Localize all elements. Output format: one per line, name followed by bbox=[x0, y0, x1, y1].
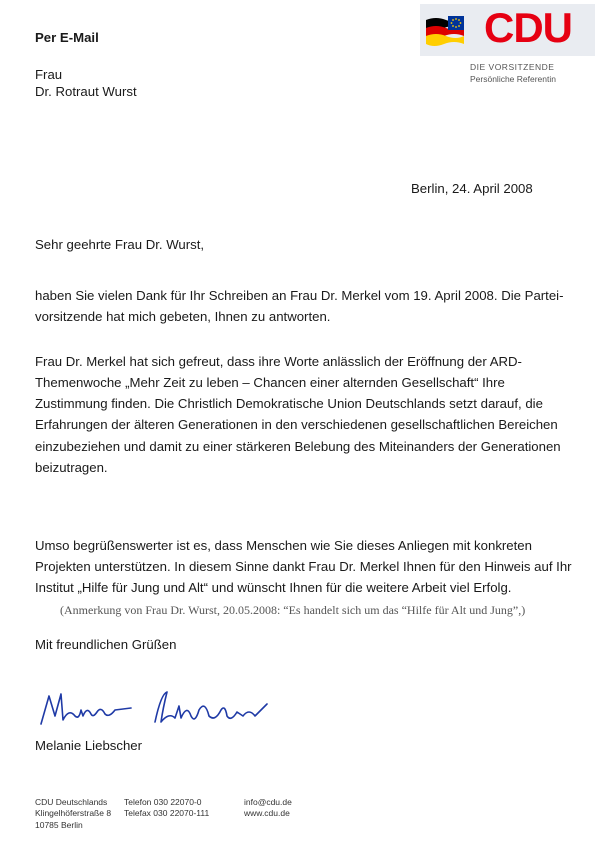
footer-email-link[interactable]: info@cdu.de bbox=[244, 797, 292, 807]
footer-org-name: CDU Deutschlands bbox=[35, 797, 108, 807]
footer-contact-block bbox=[244, 797, 292, 820]
delivery-method: Per E-Mail bbox=[35, 30, 99, 45]
role-line: Persönliche Referentin bbox=[470, 74, 556, 84]
annotation-note: (Anmerkung von Frau Dr. Wurst, 20.05.2008: “Es handelt sich um das “Hilfe für Alt und Jung”,) bbox=[60, 603, 526, 617]
cdu-logo-text: CDU bbox=[484, 4, 572, 51]
german-eu-flag-icon bbox=[424, 14, 464, 46]
footer-city: 10785 Berlin bbox=[35, 819, 83, 830]
footer-phone-block bbox=[124, 797, 209, 820]
footer-address bbox=[35, 797, 111, 831]
footer-street: Klingelhöferstraße 8 bbox=[35, 808, 112, 819]
footer-fax: Telefax 030 22070-111 bbox=[124, 808, 210, 819]
footer-web-link[interactable]: www.cdu.de bbox=[244, 808, 290, 819]
department-line: DIE VORSITZENDE bbox=[470, 62, 555, 72]
body-paragraph-1: haben Sie vielen Dank für Ihr Schreiben an Frau Dr. Merkel vom 19. April 2008. Die Partei-vorsitzende hat mich gebeten, Ihnen zu antworten. bbox=[35, 288, 564, 325]
footer-phone: Telefon 030 22070-0 bbox=[124, 797, 202, 807]
signer-name: Melanie Liebscher bbox=[35, 738, 143, 753]
salutation: Sehr geehrte Frau Dr. Wurst, bbox=[35, 237, 205, 252]
recipient-name: Dr. Rotraut Wurst bbox=[35, 84, 137, 99]
closing-phrase: Mit freundlichen Grüßen bbox=[35, 637, 177, 652]
recipient-title: Frau bbox=[35, 67, 63, 82]
body-paragraph-2: Frau Dr. Merkel hat sich gefreut, dass ihre Worte anlässlich der Eröffnung der ARD-Themenwoche „Mehr Zeit zu leben – Chancen einer alternden Gesellschaft“ Ihre Zustimmung finden. Die Christlich Demokratische Union Deutschlands setzt darauf, die Erfahrungen der älteren Generationen in den verschiedenen gesellschaftlichen Bereichen einzubeziehen und damit zu einer stärkeren Belebung des Miteinanders der Generationen beizutragen. bbox=[35, 354, 561, 475]
handwritten-signature bbox=[35, 686, 275, 736]
body-paragraph-3: Umso begrüßenswerter ist es, dass Menschen wie Sie dieses Anliegen mit konkreten Projekten unterstützen. In diesem Sinne dankt Frau Dr. Merkel Ihnen für den Hinweis auf Ihr Institut „Hilfe für Jung und Alt“ und wünscht Ihnen für die weitere Arbeit viel Erfolg. bbox=[35, 538, 572, 596]
letter-date: Berlin, 24. April 2008 bbox=[411, 181, 533, 196]
